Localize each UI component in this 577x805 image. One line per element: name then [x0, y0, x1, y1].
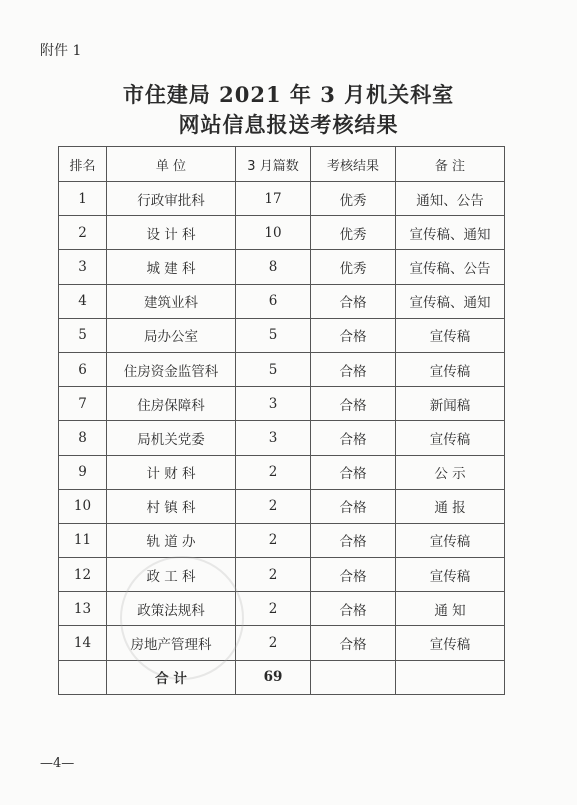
- unit-cell: 城 建 科: [107, 250, 236, 284]
- unit-cell: 政策法规科: [107, 592, 236, 626]
- result-cell: 合格: [311, 421, 396, 455]
- note-cell: 宣传稿、通知: [396, 216, 505, 250]
- total-rank-cell: [59, 660, 107, 694]
- unit-cell: 建筑业科: [107, 284, 236, 318]
- table-row: [59, 421, 505, 455]
- total-row: [59, 660, 505, 694]
- table-row: [59, 216, 505, 250]
- table-row: [59, 626, 505, 660]
- note-cell: 通 知: [396, 592, 505, 626]
- note-cell: 公 示: [396, 455, 505, 489]
- table-row: [59, 455, 505, 489]
- header-count: 3 月篇数: [236, 147, 311, 182]
- note-cell: 宣传稿: [396, 626, 505, 660]
- count-cell: 2: [236, 523, 311, 557]
- rank-cell: 12: [59, 558, 107, 592]
- total-result-cell: [311, 660, 396, 694]
- table-header-row: [59, 147, 505, 182]
- count-cell: 2: [236, 592, 311, 626]
- rank-cell: 3: [59, 250, 107, 284]
- note-cell: 宣传稿: [396, 318, 505, 352]
- rank-cell: 13: [59, 592, 107, 626]
- note-cell: 宣传稿: [396, 421, 505, 455]
- count-cell: 8: [236, 250, 311, 284]
- table-row: [59, 387, 505, 421]
- header-result: 考核结果: [311, 147, 396, 182]
- note-cell: 宣传稿: [396, 523, 505, 557]
- rank-cell: 10: [59, 489, 107, 523]
- result-cell: 合格: [311, 592, 396, 626]
- note-cell: 通 报: [396, 489, 505, 523]
- note-cell: 宣传稿: [396, 558, 505, 592]
- count-cell: 2: [236, 489, 311, 523]
- count-cell: 2: [236, 455, 311, 489]
- table-row: [59, 284, 505, 318]
- unit-cell: 轨 道 办: [107, 523, 236, 557]
- result-cell: 合格: [311, 387, 396, 421]
- result-cell: 合格: [311, 489, 396, 523]
- result-cell: 合格: [311, 318, 396, 352]
- rank-cell: 14: [59, 626, 107, 660]
- unit-cell: 住房保障科: [107, 387, 236, 421]
- result-cell: 优秀: [311, 250, 396, 284]
- total-count: 69: [236, 660, 311, 694]
- note-cell: 宣传稿、通知: [396, 284, 505, 318]
- unit-cell: 计 财 科: [107, 455, 236, 489]
- count-cell: 2: [236, 626, 311, 660]
- count-cell: 2: [236, 558, 311, 592]
- unit-cell: 局机关党委: [107, 421, 236, 455]
- table-row: [59, 182, 505, 216]
- count-cell: 17: [236, 182, 311, 216]
- unit-cell: 政 工 科: [107, 558, 236, 592]
- note-cell: 宣传稿: [396, 352, 505, 386]
- table-row: [59, 592, 505, 626]
- header-rank: 排名: [59, 147, 107, 182]
- table-row: [59, 318, 505, 352]
- result-cell: 合格: [311, 523, 396, 557]
- table-row: [59, 523, 505, 557]
- title-line-1: 市住建局 2021 年 3 月机关科室: [122, 82, 455, 107]
- count-cell: 5: [236, 352, 311, 386]
- note-cell: 通知、公告: [396, 182, 505, 216]
- rank-cell: 4: [59, 284, 107, 318]
- title-line-2: 网站信息报送考核结果: [178, 112, 399, 137]
- rank-cell: 8: [59, 421, 107, 455]
- note-cell: 宣传稿、公告: [396, 250, 505, 284]
- attachment-label: 附件 1: [40, 43, 82, 59]
- table-row: [59, 352, 505, 386]
- page-number: —4—: [40, 756, 75, 771]
- total-label: 合 计: [107, 660, 236, 694]
- unit-cell: 局办公室: [107, 318, 236, 352]
- result-cell: 合格: [311, 558, 396, 592]
- count-cell: 5: [236, 318, 311, 352]
- result-cell: 优秀: [311, 182, 396, 216]
- header-unit: 单 位: [107, 147, 236, 182]
- unit-cell: 设 计 科: [107, 216, 236, 250]
- unit-cell: 村 镇 科: [107, 489, 236, 523]
- result-cell: 优秀: [311, 216, 396, 250]
- count-cell: 10: [236, 216, 311, 250]
- result-cell: 合格: [311, 455, 396, 489]
- result-cell: 合格: [311, 352, 396, 386]
- count-cell: 3: [236, 387, 311, 421]
- total-note-cell: [396, 660, 505, 694]
- rank-cell: 5: [59, 318, 107, 352]
- document-title: [0, 80, 577, 140]
- count-cell: 6: [236, 284, 311, 318]
- rank-cell: 6: [59, 352, 107, 386]
- unit-cell: 行政审批科: [107, 182, 236, 216]
- results-table: [58, 146, 505, 695]
- rank-cell: 1: [59, 182, 107, 216]
- unit-cell: 房地产管理科: [107, 626, 236, 660]
- result-cell: 合格: [311, 626, 396, 660]
- note-cell: 新闻稿: [396, 387, 505, 421]
- count-cell: 3: [236, 421, 311, 455]
- rank-cell: 7: [59, 387, 107, 421]
- table-row: [59, 558, 505, 592]
- rank-cell: 9: [59, 455, 107, 489]
- header-note: 备 注: [396, 147, 505, 182]
- rank-cell: 11: [59, 523, 107, 557]
- unit-cell: 住房资金监管科: [107, 352, 236, 386]
- result-cell: 合格: [311, 284, 396, 318]
- rank-cell: 2: [59, 216, 107, 250]
- table-row: [59, 250, 505, 284]
- table-row: [59, 489, 505, 523]
